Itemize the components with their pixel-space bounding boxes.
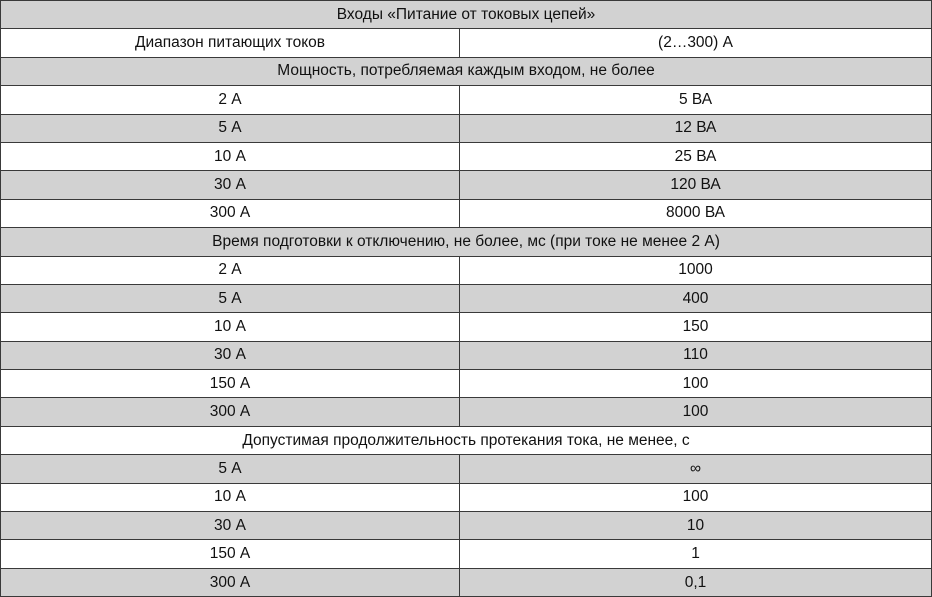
table-title-row [1, 1, 932, 29]
current-cell: 10 А [1, 142, 460, 170]
table-row [1, 341, 932, 369]
table-row [1, 142, 932, 170]
current-cell: 30 А [1, 171, 460, 199]
value-cell: 10 [460, 512, 932, 540]
table-row [1, 86, 932, 114]
supply-range-row [1, 29, 932, 57]
table-row [1, 256, 932, 284]
section-heading-row [1, 426, 932, 454]
section-heading-trip-time: Время подготовки к отключению, не более, мс (при токе не менее 2 А) [1, 228, 932, 256]
value-cell: 0,1 [460, 568, 932, 596]
table-row [1, 114, 932, 142]
section-heading-row [1, 57, 932, 85]
current-cell: 150 А [1, 370, 460, 398]
section-heading-duration: Допустимая продолжительность протекания тока, не менее, с [1, 426, 932, 454]
table-row [1, 540, 932, 568]
value-cell: 5 ВА [460, 86, 932, 114]
table-row [1, 512, 932, 540]
current-cell: 30 А [1, 341, 460, 369]
table-row [1, 568, 932, 596]
value-cell: 120 ВА [460, 171, 932, 199]
table-row [1, 199, 932, 227]
current-cell: 5 А [1, 455, 460, 483]
current-cell: 2 А [1, 256, 460, 284]
current-cell: 300 А [1, 398, 460, 426]
current-cell: 5 А [1, 284, 460, 312]
table-row [1, 313, 932, 341]
table-row [1, 483, 932, 511]
table-title: Входы «Питание от токовых цепей» [1, 1, 932, 29]
current-cell: 5 А [1, 114, 460, 142]
table-row [1, 398, 932, 426]
section-heading-row [1, 228, 932, 256]
section-heading-power: Мощность, потребляемая каждым входом, не более [1, 57, 932, 85]
value-cell: 25 ВА [460, 142, 932, 170]
current-cell: 300 А [1, 199, 460, 227]
current-cell: 150 А [1, 540, 460, 568]
supply-range-label: Диапазон питающих токов [1, 29, 460, 57]
current-cell: 10 А [1, 313, 460, 341]
value-cell: 100 [460, 370, 932, 398]
value-cell: 100 [460, 483, 932, 511]
current-cell: 30 А [1, 512, 460, 540]
table-row [1, 171, 932, 199]
current-cell: 300 А [1, 568, 460, 596]
value-cell: 110 [460, 341, 932, 369]
table-row [1, 284, 932, 312]
value-cell: 8000 ВА [460, 199, 932, 227]
table-row [1, 370, 932, 398]
value-cell: 100 [460, 398, 932, 426]
value-cell: 400 [460, 284, 932, 312]
supply-range-value: (2…300) А [460, 29, 932, 57]
value-cell: 12 ВА [460, 114, 932, 142]
current-cell: 10 А [1, 483, 460, 511]
value-cell: 1 [460, 540, 932, 568]
value-cell: 1000 [460, 256, 932, 284]
value-cell: ∞ [460, 455, 932, 483]
current-cell: 2 А [1, 86, 460, 114]
value-cell: 150 [460, 313, 932, 341]
table-row [1, 455, 932, 483]
